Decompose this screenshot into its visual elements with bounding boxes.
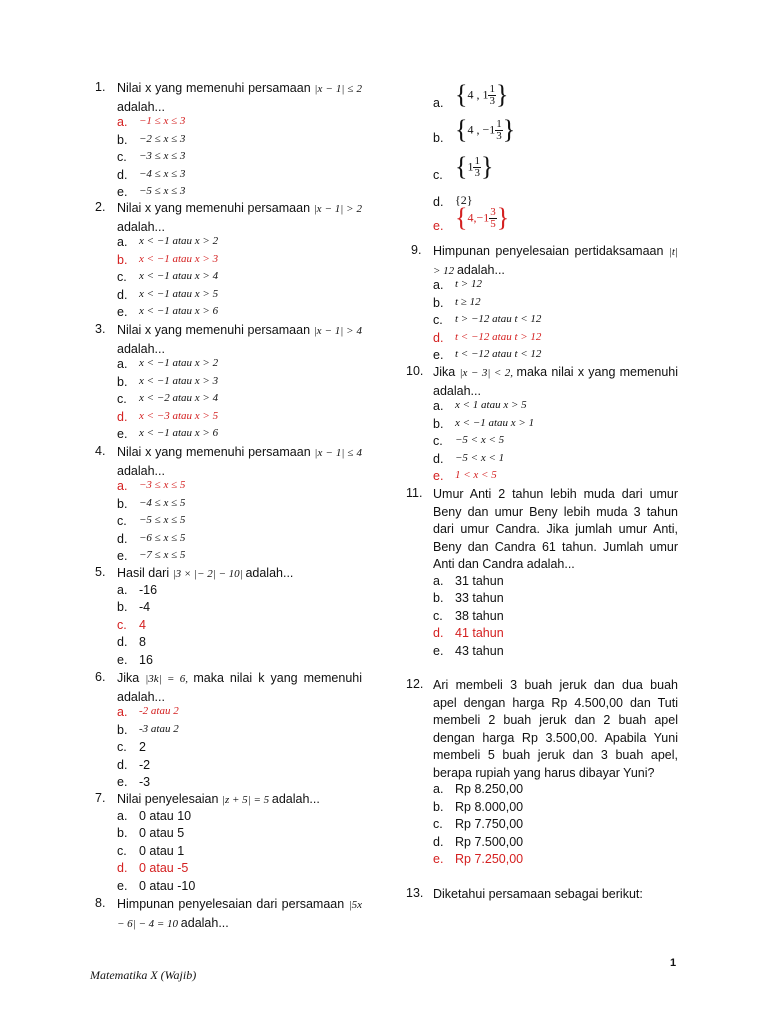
option-text: x < −1 atau x > 6 xyxy=(139,305,219,317)
question-expression: |x − 1| ≤ 4 xyxy=(314,447,362,459)
set-whole: 4 , −1 xyxy=(467,122,496,137)
option-text: t < −12 atau t < 12 xyxy=(455,348,542,360)
option-text: Rp 7.250,00 xyxy=(455,852,524,866)
fraction-numerator: 3 xyxy=(490,205,496,218)
option-text: t ≥ 12 xyxy=(455,295,481,308)
question-suffix: adalah... xyxy=(180,915,229,930)
option-letter: a. xyxy=(433,278,444,292)
question-4 xyxy=(95,444,362,480)
option-letter: e. xyxy=(117,549,128,563)
option-letter: b. xyxy=(117,132,128,147)
option-text: x < −1 atau x > 4 xyxy=(139,270,219,282)
option-letter: d. xyxy=(433,626,444,640)
question-expression: |3 × |− 2| − 10| xyxy=(172,568,246,580)
question-text xyxy=(117,200,362,236)
question-expression: |5x − 6| − 4 = 10 xyxy=(117,899,362,930)
option-letter: d. xyxy=(117,531,128,546)
fraction-denominator: 3 xyxy=(489,94,495,107)
option-letter: e. xyxy=(117,305,128,319)
option-text: 33 tahun xyxy=(455,591,504,605)
option-letter: e. xyxy=(117,185,128,199)
option-letter: a. xyxy=(433,573,444,588)
option-text: -16 xyxy=(139,582,158,597)
option-text: 1 < x < 5 xyxy=(455,469,497,481)
option-text: 16 xyxy=(139,652,153,667)
option-letter: e. xyxy=(433,469,444,483)
option-text: Rp 7.750,00 xyxy=(455,817,524,831)
option-text: x < −1 atau x > 1 xyxy=(455,416,535,429)
option-text: 38 tahun xyxy=(455,608,504,623)
question-text xyxy=(117,670,362,706)
question-stem: Nilai x yang memenuhi persamaan xyxy=(117,201,314,215)
question-7 xyxy=(95,791,362,810)
option-letter: c. xyxy=(117,392,127,406)
set-whole: 4 , 1 xyxy=(467,87,489,102)
option-letter: e. xyxy=(433,219,444,233)
option-letter: e. xyxy=(117,652,128,667)
question-text xyxy=(117,80,362,116)
fraction-denominator: 3 xyxy=(474,166,480,179)
option-text: −4 ≤ x ≤ 5 xyxy=(139,496,186,509)
question-stem: Nilai penyelesaian xyxy=(117,792,222,806)
question-stem: Jika xyxy=(117,671,146,685)
option-text: t < −12 atau t > 12 xyxy=(455,330,542,343)
question-number: 9. xyxy=(411,243,422,257)
set-open-brace: { xyxy=(455,203,468,232)
question-stem: Nilai x yang memenuhi persamaan xyxy=(117,323,314,337)
option-letter: c. xyxy=(117,514,127,528)
option-letter: d. xyxy=(433,834,444,849)
set-whole: 4,−1 xyxy=(467,210,490,225)
question-text xyxy=(117,565,362,584)
option-letter: c. xyxy=(117,617,127,632)
option-letter: a. xyxy=(117,115,128,129)
set-fraction xyxy=(489,207,497,230)
option-text: x < −1 atau x > 2 xyxy=(139,235,219,247)
question-stem: Himpunan penyelesaian dari persamaan xyxy=(117,897,349,911)
option-letter: d. xyxy=(433,195,444,209)
option-text: x < −1 atau x > 5 xyxy=(139,287,219,300)
question-expression: |x − 1| > 2 xyxy=(313,203,363,215)
option-text: −5 < x < 1 xyxy=(455,451,505,464)
option-text: x < 1 atau x > 5 xyxy=(455,399,527,411)
option-text: −4 ≤ x ≤ 3 xyxy=(139,167,186,180)
fraction-numerator: 1 xyxy=(474,154,480,167)
question-text xyxy=(433,486,678,574)
option-text: 0 atau -5 xyxy=(139,861,189,875)
option-set xyxy=(455,152,493,182)
option-letter: d. xyxy=(117,287,128,302)
option-letter: a. xyxy=(433,399,444,413)
question-suffix: maka nilai x yang memenuhi adalah... xyxy=(433,365,678,398)
option-letter: c. xyxy=(433,434,443,448)
option-text: -2 xyxy=(139,757,151,772)
question-stem: Hasil dari xyxy=(117,566,173,580)
question-3 xyxy=(95,322,363,358)
option-set xyxy=(455,80,508,110)
question-8 xyxy=(95,896,362,933)
option-letter: e. xyxy=(433,643,444,658)
option-letter: b. xyxy=(117,826,128,840)
set-open-brace: { xyxy=(455,80,468,109)
question-number: 12. xyxy=(406,677,424,691)
option-letter: a. xyxy=(117,705,128,719)
option-letter: d. xyxy=(433,330,444,345)
question-number: 6. xyxy=(95,670,106,684)
question-9 xyxy=(411,243,678,280)
question-number: 10. xyxy=(406,364,424,378)
option-text: −3 ≤ x ≤ 5 xyxy=(139,479,186,491)
option-text: 2 xyxy=(139,740,146,754)
question-stem: Nilai x yang memenuhi persamaan xyxy=(117,445,315,459)
option-letter: a. xyxy=(117,808,128,823)
option-letter: d. xyxy=(117,757,128,772)
option-letter: d. xyxy=(117,409,128,424)
option-letter: a. xyxy=(117,235,128,249)
question-13 xyxy=(406,886,678,904)
option-text: −6 ≤ x ≤ 5 xyxy=(139,531,186,544)
question-suffix: adalah... xyxy=(117,99,165,114)
question-text xyxy=(117,896,362,933)
option-letter: a. xyxy=(117,357,128,371)
question-6 xyxy=(95,670,362,706)
fraction-numerator: 1 xyxy=(489,82,495,95)
option-letter: b. xyxy=(433,416,444,431)
option-letter: e. xyxy=(117,775,128,789)
option-letter: e. xyxy=(117,427,128,441)
option-letter: c. xyxy=(117,150,127,164)
question-stem: Himpunan penyelesaian pertidaksamaan xyxy=(433,244,669,258)
option-letter: c. xyxy=(433,817,443,831)
option-letter: a. xyxy=(117,479,128,493)
question-text xyxy=(117,444,362,480)
question-2 xyxy=(95,200,363,236)
option-letter: c. xyxy=(433,313,443,327)
option-text: −1 ≤ x ≤ 3 xyxy=(139,115,186,127)
option-letter: a. xyxy=(433,782,444,796)
option-letter: e. xyxy=(433,348,444,362)
option-text: -4 xyxy=(139,600,151,614)
option-text: 0 atau 10 xyxy=(139,808,192,823)
question-5 xyxy=(95,565,362,584)
option-letter: b. xyxy=(433,799,444,814)
question-1 xyxy=(95,80,362,116)
question-12 xyxy=(406,677,678,782)
question-suffix: adalah... xyxy=(456,262,505,277)
option-text: 43 tahun xyxy=(455,643,504,658)
option-letter: b. xyxy=(433,295,444,310)
fraction-numerator: 1 xyxy=(496,117,502,130)
option-letter: a. xyxy=(433,96,444,110)
question-10 xyxy=(406,364,678,400)
option-text: −5 < x < 5 xyxy=(455,434,505,446)
set-close-brace: } xyxy=(502,115,516,144)
option-text: 41 tahun xyxy=(455,626,504,640)
option-set xyxy=(455,203,509,233)
question-expression: |3k| = 6, xyxy=(145,673,194,685)
set-close-brace: } xyxy=(480,152,494,181)
question-number: 4. xyxy=(95,444,106,458)
question-text xyxy=(117,322,362,358)
option-text: Rp 8.250,00 xyxy=(455,782,524,796)
option-letter: d. xyxy=(433,451,444,466)
question-suffix: adalah... xyxy=(271,792,320,806)
option-text: −5 ≤ x ≤ 5 xyxy=(139,514,186,526)
footer-title: Matematika X (Wajib) xyxy=(90,968,197,982)
option-letter: e. xyxy=(117,878,128,893)
option-text: x < −2 atau x > 4 xyxy=(139,392,219,404)
question-text xyxy=(433,677,678,782)
option-letter: c. xyxy=(117,843,127,858)
set-whole: {2} xyxy=(455,193,473,208)
option-text: Rp 8.000,00 xyxy=(455,799,524,814)
option-text: x < −1 atau x > 3 xyxy=(139,374,219,387)
question-suffix: adalah... xyxy=(117,341,165,356)
set-fraction xyxy=(488,84,496,107)
set-whole: 1 xyxy=(467,159,474,174)
option-letter: b. xyxy=(117,252,128,267)
option-letter: c. xyxy=(433,168,443,182)
option-text: 0 atau 1 xyxy=(139,843,185,858)
question-number: 3. xyxy=(95,322,106,336)
question-stem: Jika xyxy=(433,365,460,379)
option-text: 0 atau -10 xyxy=(139,878,196,893)
option-text: 4 xyxy=(139,617,146,632)
option-letter: d. xyxy=(117,635,128,649)
option-text: 31 tahun xyxy=(455,573,504,588)
option-text: 8 xyxy=(139,635,146,649)
fraction-denominator: 5 xyxy=(490,217,496,230)
option-letter: d. xyxy=(117,861,128,875)
option-text: 0 atau 5 xyxy=(139,826,185,840)
option-text: Rp 7.500,00 xyxy=(455,834,524,849)
option-text: −2 ≤ x ≤ 3 xyxy=(139,132,186,145)
set-fraction xyxy=(473,156,481,179)
fraction-denominator: 3 xyxy=(496,129,502,142)
set-open-brace: { xyxy=(455,152,468,181)
question-number: 13. xyxy=(406,886,424,900)
question-suffix: adalah... xyxy=(245,566,294,580)
question-stem: Nilai x yang memenuhi persamaan xyxy=(117,81,315,95)
question-stem: Ari membeli 3 buah jeruk dan dua buah apel dengan harga Rp 4.500,00 dan Tuti membeli 2 buah jeruk dan 2 buah apel dengan harga Rp 3.500,00. Apabila Yuni membeli 5 buah jeruk dan 3 buah apel, berapa rupiah yang harus dibayar Yuni? xyxy=(433,678,678,780)
option-text: −5 ≤ x ≤ 3 xyxy=(139,185,186,197)
question-11 xyxy=(406,486,678,574)
question-text xyxy=(433,364,678,400)
question-stem: Diketahui persamaan sebagai berikut: xyxy=(433,887,643,901)
option-letter: e. xyxy=(433,852,444,866)
question-expression: |x − 3| < 2, xyxy=(459,367,517,379)
set-open-brace: { xyxy=(455,115,468,144)
option-letter: a. xyxy=(117,582,128,597)
question-number: 1. xyxy=(95,80,106,94)
option-letter: b. xyxy=(433,131,444,145)
option-text: x < −1 atau x > 6 xyxy=(139,427,219,439)
option-text: x < −3 atau x > 5 xyxy=(139,409,219,422)
question-suffix: maka nilai k yang memenuhi adalah... xyxy=(117,671,362,704)
question-text xyxy=(433,886,678,904)
question-expression: |x − 1| ≤ 2 xyxy=(314,83,362,95)
option-text: -3 xyxy=(139,775,151,789)
set-close-brace: } xyxy=(496,203,510,232)
option-letter: b. xyxy=(117,600,128,614)
option-letter: d. xyxy=(117,167,128,182)
option-text: -3 atau 2 xyxy=(139,722,179,735)
option-text: t > 12 xyxy=(455,278,482,290)
option-text: x < −1 atau x > 2 xyxy=(139,357,219,369)
question-number: 7. xyxy=(95,791,106,805)
question-number: 5. xyxy=(95,565,106,579)
question-expression: |t| > 12 xyxy=(433,246,678,277)
question-stem: Umur Anti 2 tahun lebih muda dari umur Beny dan umur Beny lebih muda 3 tahun dari umur Candra. Jika jumlah umur Anti, Beny dan Candra 61 tahun. Jumlah umur Anti dan Candra adalah... xyxy=(433,487,678,571)
question-text xyxy=(433,243,678,280)
question-number: 8. xyxy=(95,896,106,910)
option-text: x < −1 atau x > 3 xyxy=(139,252,219,265)
question-number: 11. xyxy=(406,486,423,500)
option-letter: b. xyxy=(117,722,128,737)
set-fraction xyxy=(495,119,503,142)
option-text: t > −12 atau t < 12 xyxy=(455,313,542,325)
set-close-brace: } xyxy=(495,80,509,109)
option-letter: b. xyxy=(117,496,128,511)
question-number: 2. xyxy=(95,200,106,214)
option-letter: c. xyxy=(117,270,127,284)
question-suffix: adalah... xyxy=(117,219,165,234)
option-letter: b. xyxy=(117,374,128,389)
option-letter: c. xyxy=(117,740,127,754)
question-expression: |z + 5| = 5 xyxy=(221,794,272,806)
option-letter: c. xyxy=(433,608,443,623)
option-letter: b. xyxy=(433,591,444,605)
option-set xyxy=(455,115,515,145)
question-expression: |x − 1| > 4 xyxy=(313,325,363,337)
option-text: −3 ≤ x ≤ 3 xyxy=(139,150,186,162)
question-text xyxy=(117,791,362,810)
option-text: −7 ≤ x ≤ 5 xyxy=(139,549,186,561)
question-suffix: adalah... xyxy=(117,463,165,478)
page-number: 1 xyxy=(670,957,677,969)
option-text: -2 atau 2 xyxy=(139,705,179,717)
